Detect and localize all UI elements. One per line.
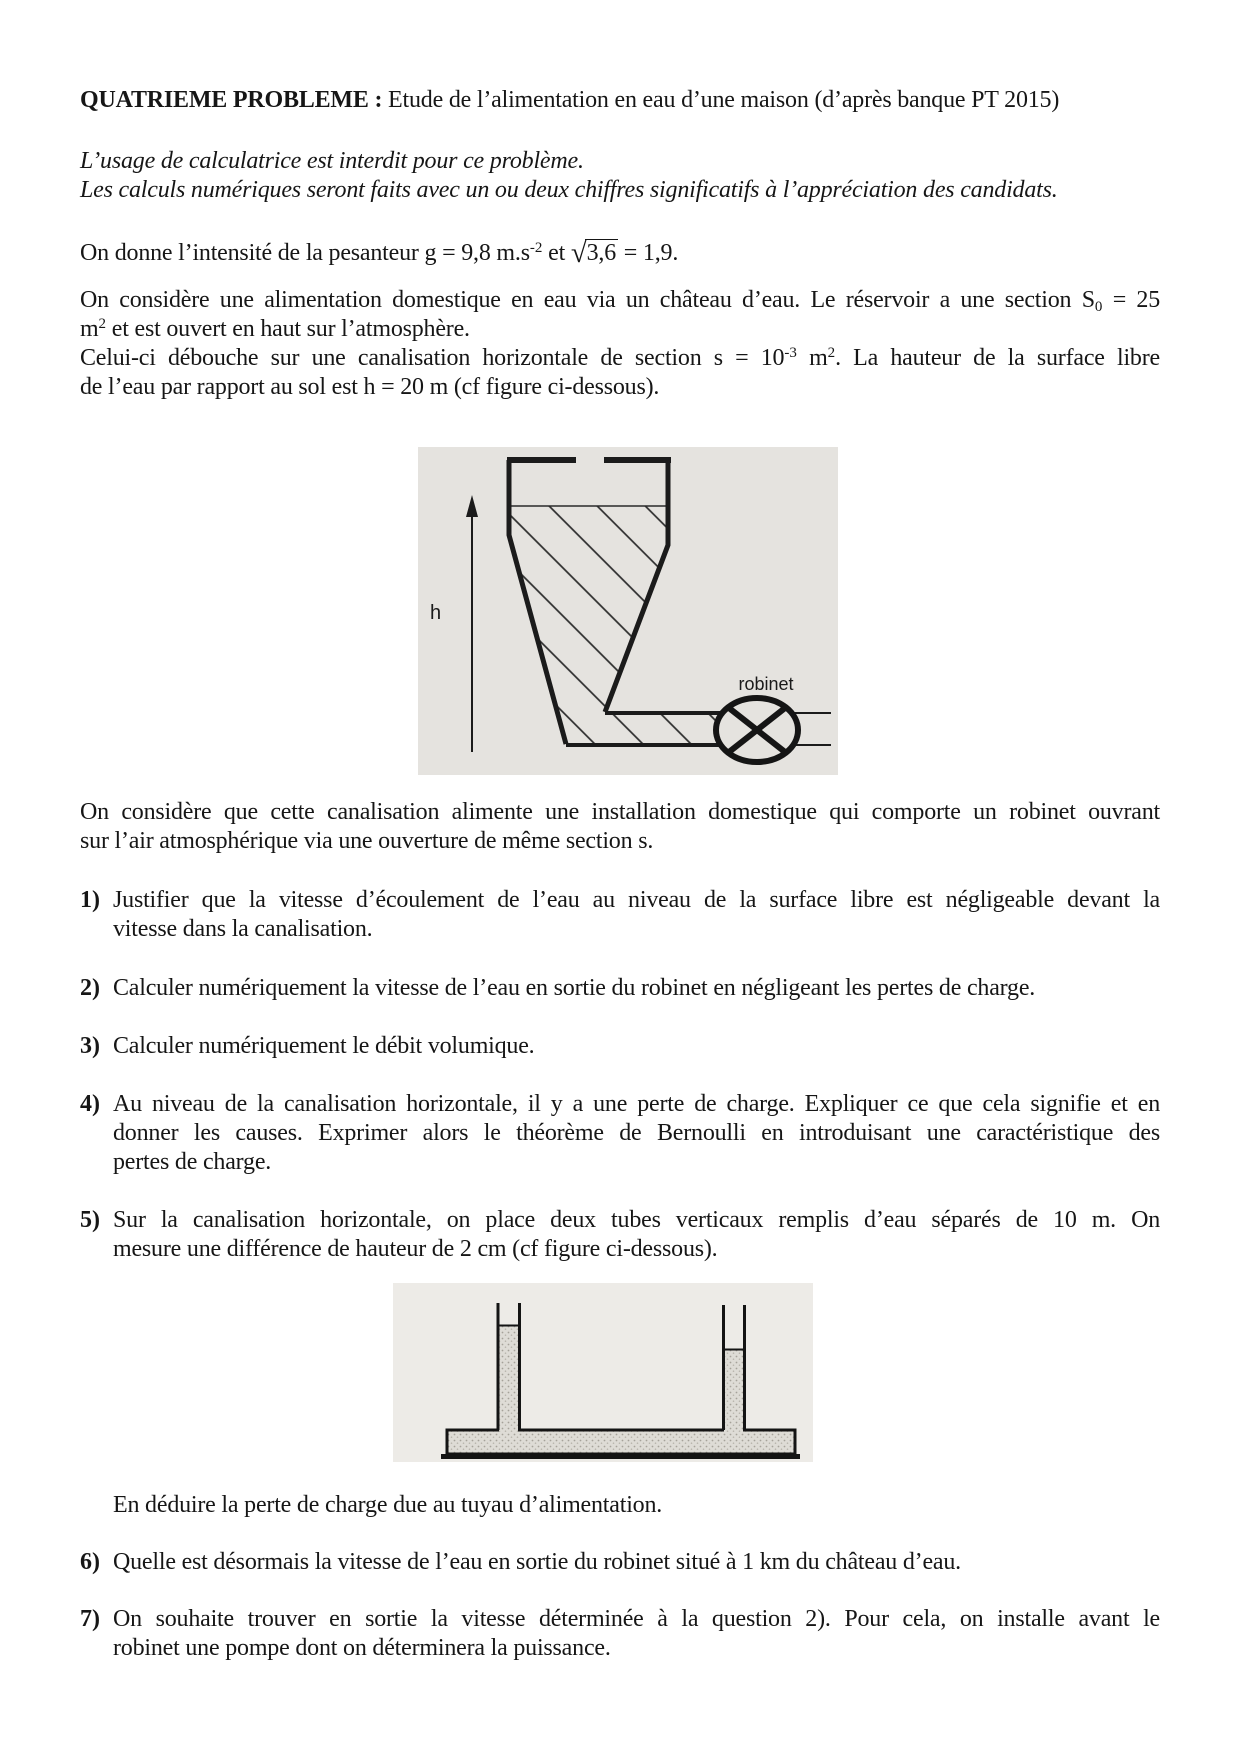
question-7-line-1: On souhaite trouver en sortie la vitesse déterminée à la question 2). Pour cela, on installe avant le: [113, 1606, 1160, 1632]
given-data-line: On donne l’intensité de la pesanteur g = 9,8 $m.s^{-2}$ et √3,6 = 1,9.: [80, 237, 679, 269]
question-5-line-1: Sur la canalisation horizontale, on place deux tubes verticaux remplis d’eau séparés de 10 m. On: [113, 1207, 1160, 1233]
question-5-line-2: mesure une différence de hauteur de 2 cm (cf figure ci-dessous).: [113, 1236, 718, 1262]
question-4-line-2: donner les causes. Exprimer alors le théorème de Bernoulli en introduisant une caractéristique des: [113, 1120, 1160, 1146]
question-2-number: 2): [80, 975, 100, 1001]
figure-pressure-tubes: [393, 1283, 813, 1462]
question-5-number: 5): [80, 1207, 100, 1233]
intro-line-3: Celui-ci débouche sur une canalisation horizontale de section $s = 10^{-3}$ $m^2$. La hauteur de la surface libre: [80, 345, 1160, 371]
question-4-number: 4): [80, 1091, 100, 1117]
water-tower-diagram: [418, 447, 838, 775]
question-1-number: 1): [80, 887, 100, 913]
intro-line-2: $m^2$ et est ouvert en haut sur l’atmosphère.: [80, 316, 470, 342]
question-7: [80, 1605, 1160, 1663]
deduce-line: En déduire la perte de charge due au tuyau d’alimentation.: [113, 1492, 663, 1518]
canalisation-line-1: On considère que cette canalisation alimente une installation domestique qui comporte un robinet ouvrant: [80, 799, 1160, 825]
question-4: [80, 1090, 1160, 1177]
question-5: [80, 1206, 1160, 1264]
question-2: [80, 974, 1160, 1003]
intro-line-1: On considère une alimentation domestique en eau via un château d’eau. Le réservoir a une section $S_0 = 25$: [80, 287, 1160, 315]
question-3-line-1: Calculer numériquement le débit volumique.: [113, 1033, 535, 1059]
question-6-number: 6): [80, 1549, 100, 1575]
tap-label: robinet: [738, 674, 794, 694]
intro-paragraph: [80, 286, 1160, 402]
question-1-line-1: Justifier que la vitesse d’écoulement de l’eau au niveau de la surface libre est négligeable devant la: [113, 887, 1160, 913]
notice-line-1: L’usage de calculatrice est interdit pour ce problème.: [80, 148, 584, 174]
canalisation-line-2: sur l’air atmosphérique via une ouverture de même section s.: [80, 828, 654, 854]
intro-line-4: de l’eau par rapport au sol est h = 20 m (cf figure ci-dessous).: [80, 374, 660, 400]
question-6: [80, 1548, 1160, 1577]
figure-water-tower: [418, 447, 838, 775]
right-tube-water: [724, 1349, 743, 1432]
question-3-number: 3): [80, 1033, 100, 1059]
question-2-line-1: Calculer numériquement la vitesse de l’eau en sortie du robinet en négligeant les pertes de charge.: [113, 975, 1036, 1001]
notice-line-2: Les calculs numériques seront faits avec un ou deux chiffres significatifs à l’appréciation des candidats.: [80, 177, 1058, 203]
height-arrow-head: [466, 495, 478, 517]
question-7-number: 7): [80, 1606, 100, 1632]
horizontal-pipe: [447, 1430, 795, 1454]
question-4-line-1: Au niveau de la canalisation horizontale, il y a une perte de charge. Expliquer ce que cela signifie et en: [113, 1091, 1160, 1117]
left-tube-water: [499, 1325, 518, 1432]
height-label: h: [430, 602, 442, 624]
question-1-line-2: vitesse dans la canalisation.: [113, 916, 373, 942]
canalisation-paragraph: [80, 798, 1160, 856]
question-6-line-1: Quelle est désormais la vitesse de l’eau en sortie du robinet situé à 1 km du château d’eau.: [113, 1549, 961, 1575]
pressure-tubes-diagram: [393, 1283, 813, 1462]
question-4-line-3: pertes de charge.: [113, 1149, 272, 1175]
question-1: [80, 886, 1160, 944]
problem-title: QUATRIEME PROBLEME : Etude de l’alimentation en eau d’une maison (d’après banque PT 2015): [80, 87, 1060, 113]
question-3: [80, 1032, 1160, 1061]
question-7-line-2: robinet une pompe dont on déterminera la puissance.: [113, 1635, 611, 1661]
